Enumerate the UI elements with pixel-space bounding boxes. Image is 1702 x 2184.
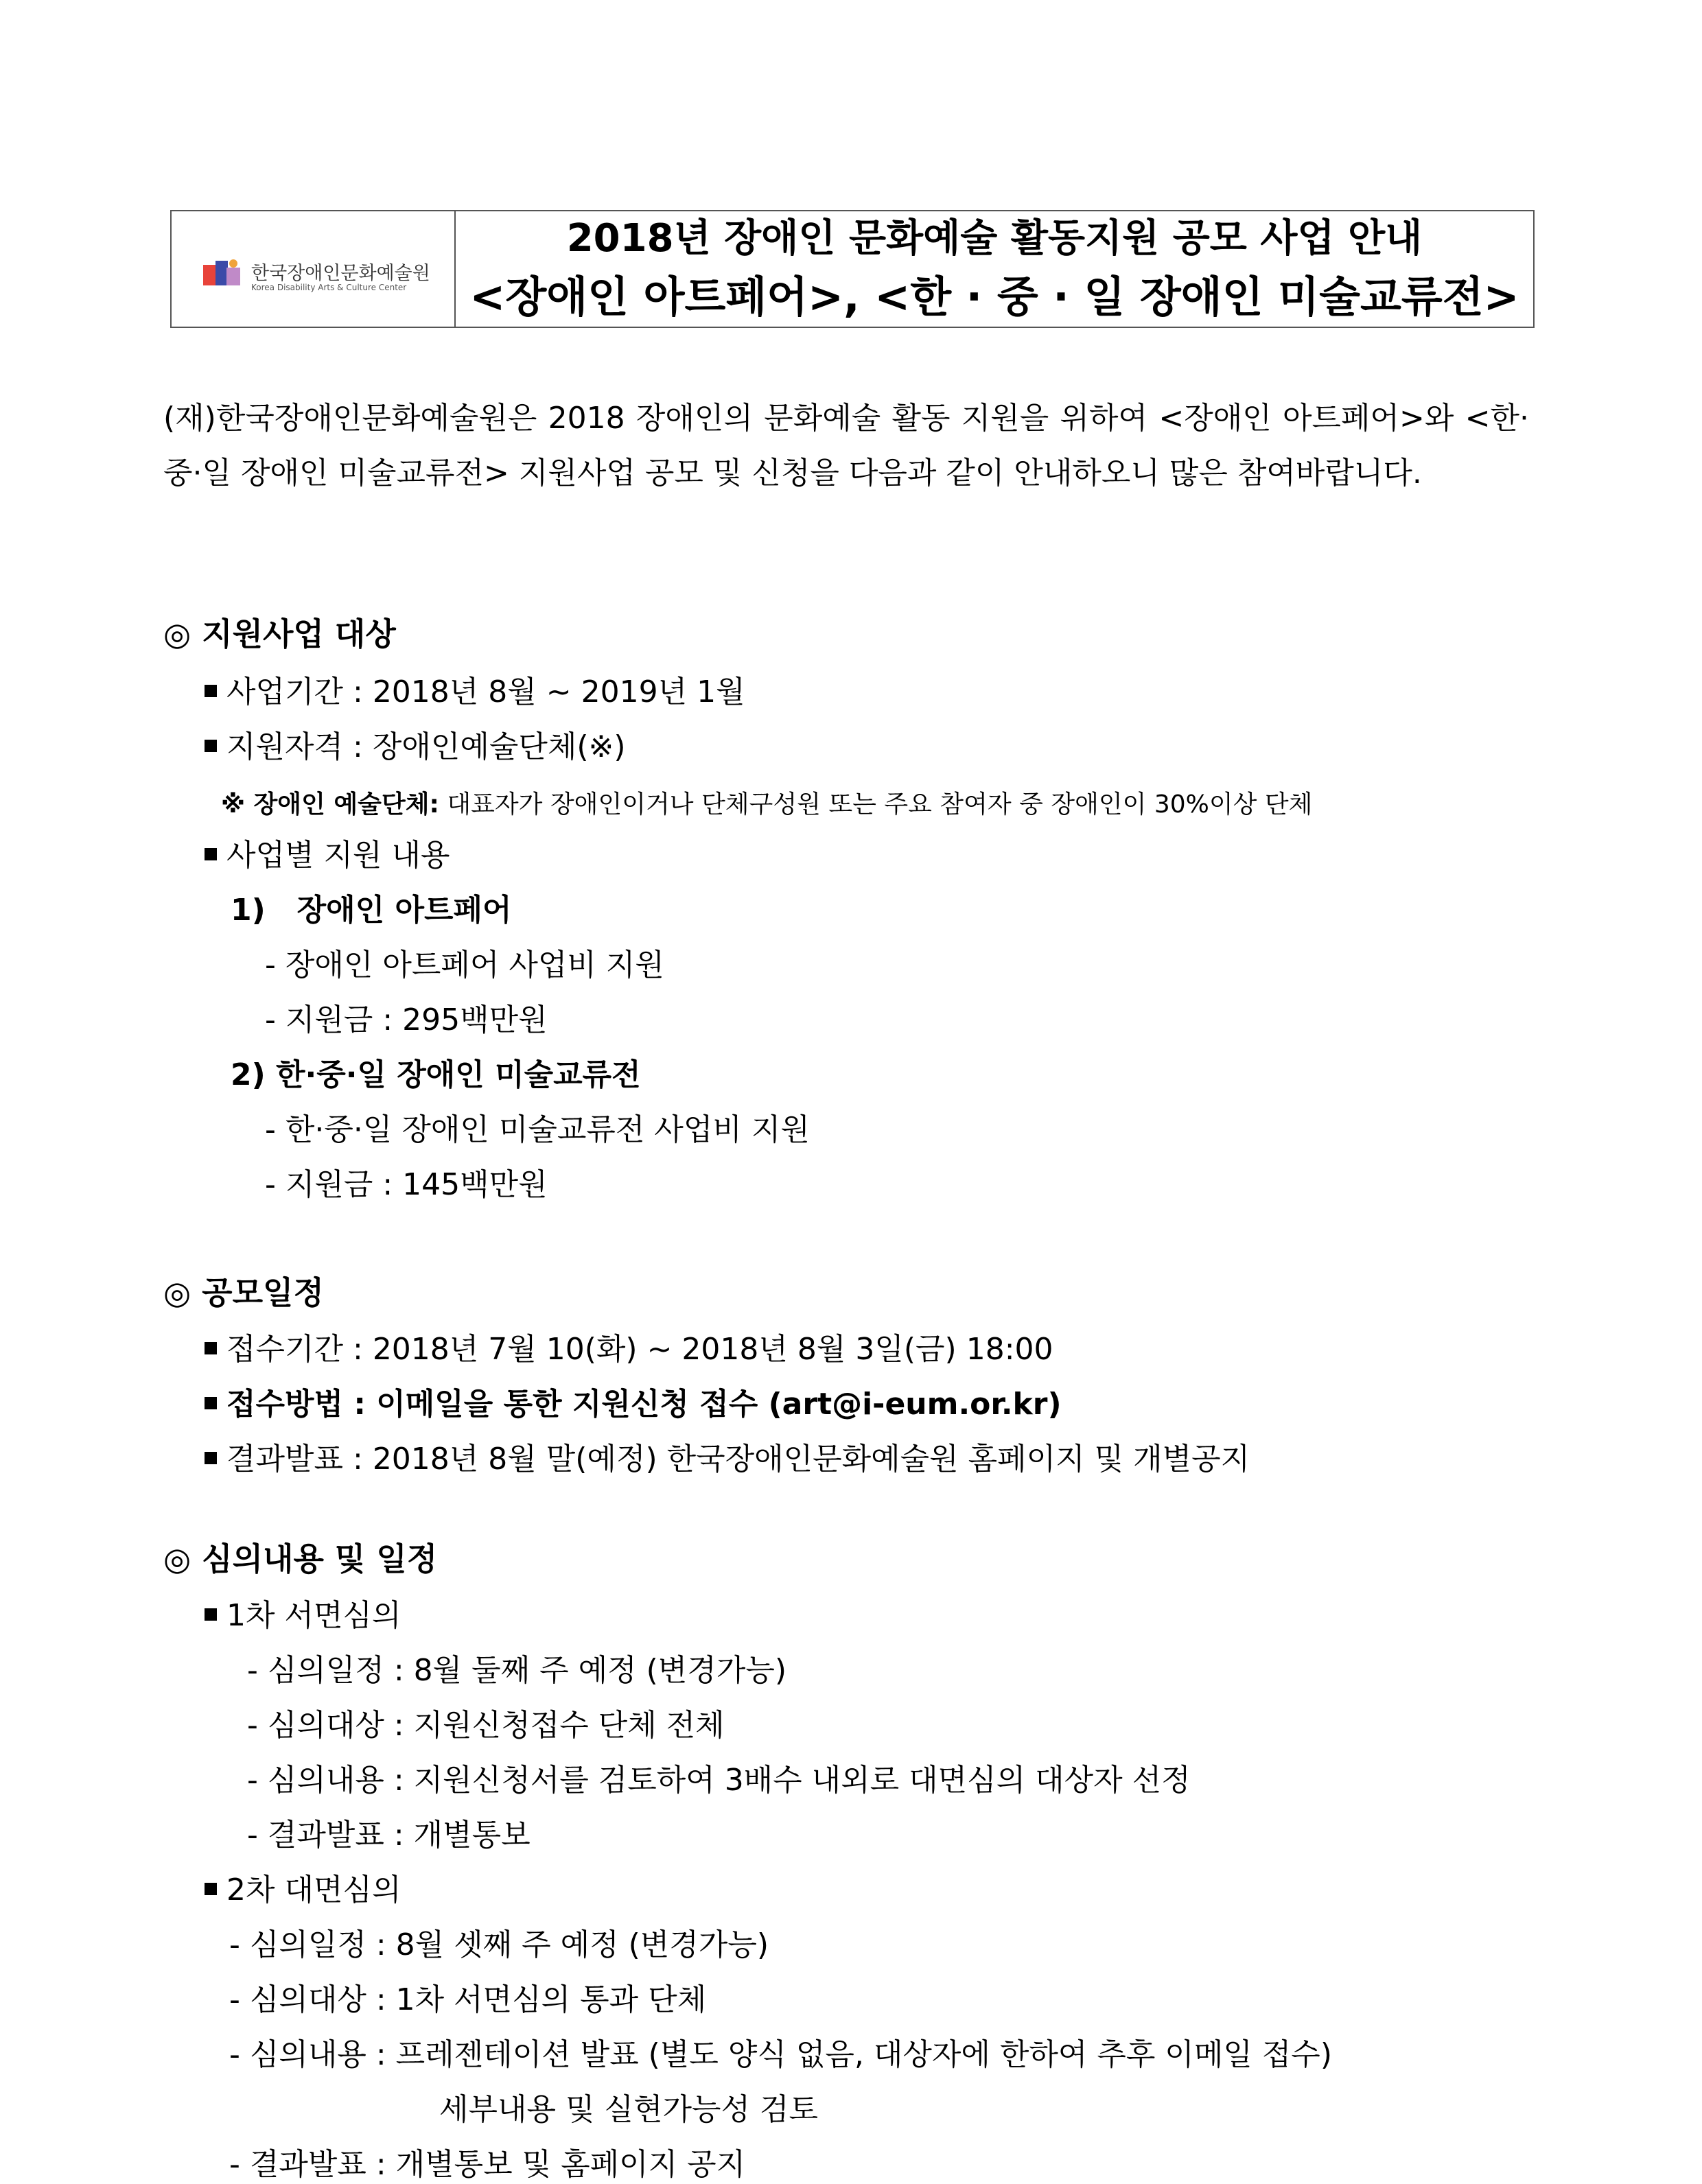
round1-title: 1차 서면심의 — [226, 1598, 401, 1633]
section-heading-target: ◎ 지원사업 대상 — [163, 615, 396, 653]
header-table — [170, 210, 1535, 328]
logo-cell — [172, 211, 456, 327]
note-label: ※ 장애인 예술단체: — [221, 790, 439, 819]
page-subtitle: <장애인 아트페어>, <한 · 중 · 일 장애인 미술교류전> — [469, 272, 1519, 322]
subitem-line: - 결과발표 : 개별통보 및 홈페이지 공지 — [229, 2147, 746, 2182]
list-item — [205, 830, 450, 874]
intro-paragraph: (재)한국장애인문화예술원은 2018 장애인의 문화예술 활동 지원을 위하여 <장애인 아트페어>와 <한·중·일 장애인 미술교류전> 지원사업 공모 및 신청을 다음과 같이 안내하오니 많은 참여바랍니다. — [163, 401, 1529, 491]
receipt-period: 접수기간 : 2018년 7월 10(화) ~ 2018년 8월 3일(금) 18:00 — [226, 1332, 1053, 1367]
subitem-line: - 결과발표 : 개별통보 — [247, 1818, 531, 1853]
logo-text-en: Korea Disability Arts & Culture Center — [251, 283, 407, 292]
note-text: 대표자가 장애인이거나 단체구성원 또는 주요 참여자 중 장애인이 30%이상 단체 — [439, 790, 1313, 819]
list-item — [205, 1434, 1250, 1478]
result-announcement: 결과발표 : 2018년 8월 말(예정) 한국장애인문화예술원 홈페이지 및 개별공지 — [226, 1442, 1250, 1477]
subitem-line: - 심의일정 : 8월 셋째 주 예정 (변경가능) — [229, 1927, 769, 1962]
qualification-text: 지원자격 : 장애인예술단체(※) — [226, 729, 626, 764]
subitem-line: - 심의대상 : 1차 서면심의 통과 단체 — [229, 1982, 707, 2017]
subitem-line: - 장애인 아트페어 사업비 지원 — [265, 948, 664, 983]
logo-icon — [203, 258, 246, 290]
list-item — [205, 667, 745, 711]
subitem-line: - 심의일정 : 8월 둘째 주 예정 (변경가능) — [247, 1653, 786, 1688]
round2-title: 2차 대면심의 — [226, 1872, 401, 1907]
content-title: 사업별 지원 내용 — [226, 838, 450, 873]
subitem-line: 세부내용 및 실현가능성 검토 — [439, 2092, 819, 2127]
subitem-title: 2) 한·중·일 장애인 미술교류전 — [231, 1057, 641, 1092]
note — [221, 785, 1312, 820]
list-item — [205, 1590, 401, 1634]
logo-text-ko: 한국장애인문화예술원 — [251, 263, 430, 284]
subitem-line: - 지원금 : 145백만원 — [265, 1167, 548, 1202]
section-heading-review: ◎ 심의내용 및 일정 — [163, 1540, 438, 1577]
subitem-line: - 한·중·일 장애인 미술교류전 사업비 지원 — [265, 1112, 810, 1147]
subitem-line: - 심의대상 : 지원신청접수 단체 전체 — [247, 1708, 725, 1743]
list-item — [205, 1324, 1053, 1368]
subitem-line: - 지원금 : 295백만원 — [265, 1002, 548, 1037]
list-item — [205, 722, 626, 766]
page-title: 2018년 장애인 문화예술 활동지원 공모 사업 안내 — [566, 216, 1423, 261]
subitem-line: - 심의내용 : 프레젠테이션 발표 (별도 양식 없음, 대상자에 한하여 추후 이메일 접수) — [229, 2037, 1332, 2072]
subitem-line: - 심의내용 : 지원신청서를 검토하여 3배수 내외로 대면심의 대상자 선정 — [247, 1763, 1191, 1798]
period-text: 사업기간 : 2018년 8월 ~ 2019년 1월 — [226, 674, 745, 709]
list-item — [205, 1865, 401, 1909]
list-item — [205, 1379, 1062, 1423]
section-heading-schedule: ◎ 공모일정 — [163, 1274, 324, 1311]
subitem-title: 1) 장애인 아트페어 — [231, 893, 512, 928]
receipt-method: 접수방법 : 이메일을 통한 지원신청 접수 (art@i-eum.or.kr) — [226, 1387, 1062, 1422]
